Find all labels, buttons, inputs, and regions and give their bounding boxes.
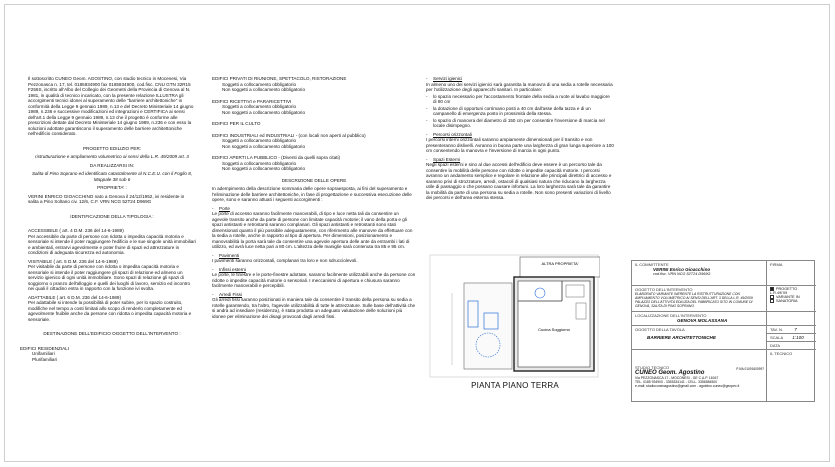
da-realizzarsi-text: Salita di Pino Soprano ed identificato catastalmente al N.C.E.U. con il Foglio 8, Mappale 38 sub 6 (31, 171, 193, 182)
firma-label: FIRMA (770, 262, 783, 267)
intro-text: Il sottoscritto CUNEO Geom. AGOSTINO, con studio tecnico in Mocenesi, Via Pezzonasca n. 17, tel. 0185934900 fax 0185934900, cod.fisc. CNU GTN 32R15 F256S, iscritto all'Albo del Collegio dei Geometri della Provincia di Genova al N. 1981, in qualità di tecnico incaricato, con la presente relazione ILLUSTRA gli accorgimenti tecnici idonei al superamento delle "barriere architettoniche" in conformità della Legge 9 gennaio 1989, n.13 e del Decreto Ministeriale 14 giugno 1989, n.236 e successive modificazioni ed integrazioni e CERTIFICA ai sensi dell'art.1 della Legge 9 gennaio 1989, n.13 che il progetto è conforme alle prescrizioni dettate dal Decreto Ministeriale 14 giugno 1989, n.236 e con esso la soluzioni adottate garantiscono il superamento delle barriere architettoniche nell'edificio considerato. (28, 76, 194, 136)
servizi-text: In almeno uno dei servizi igienici sarà garantita la manovra di una sedia a rotelle necessaria per l'utilizzazione degli apparecchi sanitari. In particolare: (426, 81, 613, 92)
localizzazione-cell (632, 311, 767, 325)
cat-riunione-soggetti: Soggetti a collocamento obbligatorio (222, 81, 297, 87)
options-cell (767, 285, 816, 311)
option-sanatoria[interactable]: SANATORIA (770, 299, 813, 303)
da-realizzarsi-title: DA REALIZZARSI IN: (89, 162, 135, 168)
committente-value: VERINI Enrico Gioacchino (653, 267, 711, 272)
progetto-text: ristrutturazione e ampliamento volumetrico ai sensi della L.R. 49/2009 art. 3 (35, 154, 189, 159)
tav-value: 7 (794, 327, 797, 332)
percorsi-title: - Percorsi orizzontali (426, 132, 614, 138)
column-middle (212, 76, 416, 322)
proprieta-title: PROPRIETA' : (97, 185, 127, 190)
pavimenti-text: I pavimenti saranno orizzontali, complanari tra loro e non sdrucciolevoli. (212, 258, 358, 263)
servizi-bullet-3: - lo spazio di manovra del diametro di 150 cm per consentire l'inversione di marcia nel locale disimpegno. (426, 118, 614, 129)
tav-cell (767, 325, 816, 333)
porte-text: Le porte di accesso saranno facilmente manovrabili, di tipo e luce netta tali da consentire un agevole transito anche da parte di persone con limitate capacità motorie; il vano della porta e gli spazi antistanti e retrostanti saranno complanari. Gli spazi antistanti e retrostanti sono stati dimensionati quanto il più possibile adeguatamente, con riferimento alle manovre da effettuare con la sedia a rotelle, anche in rapporto al tipo di apertura. Per dimensioni, posizionamento e manovrabilità la porta sarà tale da consentire una agevole apertura delle ante da entrambi i lati di utilizzo, ed avrà luce netta pari a 80 cm. L'altezza delle maniglie sarà contenuta tra 85 e 95 cm. (212, 211, 413, 249)
room-interior (518, 281, 590, 367)
localizzazione-value: GENOVA MOLASSANA (677, 318, 728, 323)
scala-value: 1:100 (792, 335, 804, 340)
scala-label: SCALA (770, 335, 784, 340)
title-block (631, 260, 815, 402)
descrizione-text: In adempimento della descrizione sommaria delle opere sopraesposta, ai fini del superamento e l'eliminazione delle barriere architettoniche, in fase di progettazione e successiva esecuzione delle opere, sono e saranno attuati i seguenti accorgimenti : (212, 186, 412, 202)
column-right (426, 76, 614, 204)
descrizione-title: DESCRIZIONE DELLE OPERE (281, 177, 347, 183)
floor-plan (428, 253, 600, 401)
blank-cell (767, 311, 816, 325)
committente-label: IL COMMITTENTE (635, 262, 669, 267)
altra-proprieta-area (520, 257, 600, 277)
spazi-text: Negli spazi esterni e sino al due accessi dell'edificio deve essere è un percorso tale da consentire la mobilità delle persone con ridotte o impedite capacità motorie. I percorsi avranno un andamento semplice e regolare in relazione alle principali direttrici di accesso e saranno privi di strozzature, arredi, ostacoli di qualsiasi natura che riducano la larghezza utile di passaggio o che possano causare infortuni. La loro larghezza sarà tale da garantire la mobilità da parte di una persona su sedia a rotelle. Non sono presenti variazioni di livello dei percorsi e dell'area esterna stessa. (426, 162, 612, 200)
cat-industriali-soggetti: Soggetti a collocamento obbligatorio (222, 138, 297, 143)
plurifamiliari: Plurifamiliari (32, 356, 58, 362)
altra-proprieta-label: ALTRA PROPRIETA' (541, 261, 579, 266)
servizi-bullet-2: - la dotazione di opportuni corrimano posti a 40 cm dall'asse della tazza e di un campanello di emergenza posto in prossimità della stessa. (426, 106, 614, 117)
checkbox-sanatoria[interactable] (770, 299, 774, 303)
cat-pubblico-non-soggetti: Non soggetti a collocamento obbligatorio (222, 166, 305, 171)
committente-cf: cod.fisc. VRN NCG 52T24 D969G (653, 272, 711, 276)
tipologia-title: IDENTIFICAZIONE DELLA TIPOLOGIA : (70, 213, 154, 219)
cat-pubblico-soggetti: Soggetti a collocamento obbligatorio (222, 160, 297, 166)
arredi-title: - Arredi Fissi (212, 292, 416, 298)
cat-ricettivi: EDIFICI RICETTIVI e PARARICETTIVI (212, 98, 292, 104)
tecnico-cell (767, 349, 816, 402)
visitabile-title: VISITABILE ( art. 5 D.M. 236 del 14-6-1989) (28, 258, 118, 264)
porte-title: - Porte (212, 206, 416, 212)
tavola-cell (632, 325, 767, 349)
option-variante[interactable]: VARIANTE IN (770, 295, 813, 299)
studio-line-3: e-mail: studiocuneoagostino@gmail.com - agostino.cuneo@geopec.it (635, 384, 740, 388)
cat-industriali: EDIFICI INDUSTRIALI ed INDUSTRIALI - (con locali non aperti al pubblico) (212, 132, 366, 138)
oggetto-value: ELABORATO VARIANTE INERENTE LA RISTRUTTURAZIONE CON AMPLIAMENTO VOLUMETRICO AI SENSI DELL'ART. 3 DELLA L.R. 49/2009 PALAZZO DELL'ATTIVITÀ EDILIZIA DEL FABBRICATO SITO IN COMUNE DI GENOVA, SALITA DI PINO SOPRANO (635, 292, 753, 308)
oggetto-label: OGGETTO DELL'INTERVENTO (635, 287, 693, 292)
accessibile-title: ACCESSIBILE ( art. 4 D.M. 236 del 14-6-1989) (28, 228, 124, 233)
visitabile-text: Per visitabile da parte di persone con ridotta o impedita capacità motoria e sensoriale si intende il poter raggiungere gli spazi di relazione ed almeno un servizio igienico di ogni unità immobiliare. Sono spazi di relazione gli spazi di soggiorno o pranzo dell'alloggio e quelli dei luoghi di lavoro, servizio ed incontro nei quali il cittadino entra in rapporto con la funzione ivi svolta. (28, 264, 191, 291)
localizzazione-label: LOCALIZZAZIONE DELL'INTERVENTO (635, 313, 707, 318)
tecnico-label: IL TECNICO (770, 351, 793, 356)
percorsi-text: I percorsi interni orizzontali saranno ampiamente dimensionati per il transito e non presenteranno dislivelli. Avranno in buona parte una larghezza di gran lunga superiore a 100 cm consentendo la manovra e l'inversione di marcia in ogni punto. (426, 137, 614, 153)
cat-pubblico: EDIFICI APERTI LA PUBBLICO - (Diventi da quelli sopra citati) (212, 155, 341, 160)
bathroom-area (464, 283, 512, 369)
cat-riunione: EDIFICI PRIVATI DI RIUNIONE, SPETTACOLO, RISTORAZIONE (212, 76, 347, 81)
studio-name: CUNEO Geom. Agostino (635, 370, 705, 376)
proprieta-text: VERINI ENRICO GIOACCHINO nato a Genova il 24/12/1952, ivi residente in salita a Pino Soltano civ. 12/6, C.F. VRN NCG 52T24 D969G (28, 193, 185, 204)
option-progetto[interactable]: PROGETTO L.R.49/'09 (770, 287, 798, 295)
servizi-title: - Servizi igienici (426, 76, 614, 82)
data-cell (767, 341, 816, 349)
scala-cell (767, 333, 816, 341)
infissi-text: Le porte, le finestre e le porte-finestre adottate, saranno facilmente utilizzabili anche da persone con ridotte o impedite capacità motorie o sensoriali. I meccanismi di apertura e chiusura saranno facilmente manovrabili e percepibili. (212, 272, 416, 288)
infissi-title: - Infissi esterni (212, 267, 416, 273)
pavimenti-title: - Pavimenti (212, 253, 416, 259)
destinazione-title: DESTINAZIONE DELL'EDIFICIO OGGETTO DELL'INTERVENTO : (43, 331, 181, 336)
data-label: DATA (770, 343, 781, 348)
oggetto-cell (632, 285, 767, 311)
edifici-residenziali: EDIFICI RESIDENZIALI (20, 345, 70, 351)
cat-industriali-non-soggetti: Non soggetti a collocamento obbligatorio (222, 143, 305, 149)
studio-line-2: TEL. 0185 934900 - 3355334141 - CELL. 3356584500 (635, 380, 718, 384)
tavola-label: OGGETTO DELLA TAVOLA (635, 327, 685, 332)
studio-piva: P.IVA 01091600997 (736, 367, 764, 371)
arredi-text: Gli arredi fissi saranno posizionati in maniera tale da consentire il transito della persona su sedia a rotelle garantendo, tra l'altro, l'agevole utilizzabilità di tutte le attrezzature. Sulle base dell'attività che si andrà ad insediare (residenza), è stata prodotta un adeguato valutazione delle soluzioni più idonee per eliminazione dei disagi provocati dagli arredi fissi. (212, 297, 416, 319)
cat-riunione-non-soggetti: Non soggetti a collocamento obbligatorio (222, 87, 305, 92)
servizi-bullet-1: - lo spazio necessario per l'accostamento frontale della sedia a ruote al lavabo maggiore di 80 cm (426, 94, 614, 105)
column-left (20, 76, 196, 362)
committente-cell (632, 261, 767, 285)
studio-label: STUDIO TECNICO (635, 365, 670, 370)
plan-title: PIANTA PIANO TERRA (471, 381, 559, 390)
cat-ricettivi-non-soggetti: Non soggetti a collocamento obbligatorio (222, 109, 305, 115)
adattabile-title: ADATTABILE ( art. 6 D.M. 236 del 14-6-1989) (28, 294, 122, 300)
studio-line-1: Via PEZZONASCA 17 - MOCONESI - GE C.A.P. 16047 (635, 376, 719, 380)
cat-ricettivi-soggetti: Soggetti a collocamento obbligatorio (222, 104, 297, 109)
tav-label: TAV. N. (770, 327, 784, 332)
firma-cell (767, 261, 816, 285)
unifamiliari: Unifamiliari (32, 351, 55, 356)
accessibile-text: Per accessibile da parte di persone con ridotta o impedita capacità motoria e sensoriale si intende il poter raggiungere l'edificio e le sue singole unità immobiliari e ambientali, entrarvi agevolmente e poter fruire di spazi ed attrezzature in condizioni di adeguata sicurezza ed autonomia. (28, 233, 196, 255)
studio-cell (632, 349, 767, 402)
room-label: Cucina Soggiorno (538, 327, 570, 332)
progetto-title: PROGETTO EDILIZIO PER: (82, 145, 142, 151)
tavola-value: BARRIERE ARCHITETTONICHE (647, 335, 716, 340)
cat-culto: EDIFICI PER IL CULTO (212, 121, 261, 126)
adattabile-text: Per adattabile si intende la possibilità di poter subire, per lo spazio costruito, modifiche nel tempo a costi limitati allo scopo di renderlo completamente ed agevolmente fruibile anche da persone con ridotta o impedita capacità motoria e sensoriale. (28, 300, 192, 322)
spazi-title: - Spazi Esterni (426, 157, 614, 163)
